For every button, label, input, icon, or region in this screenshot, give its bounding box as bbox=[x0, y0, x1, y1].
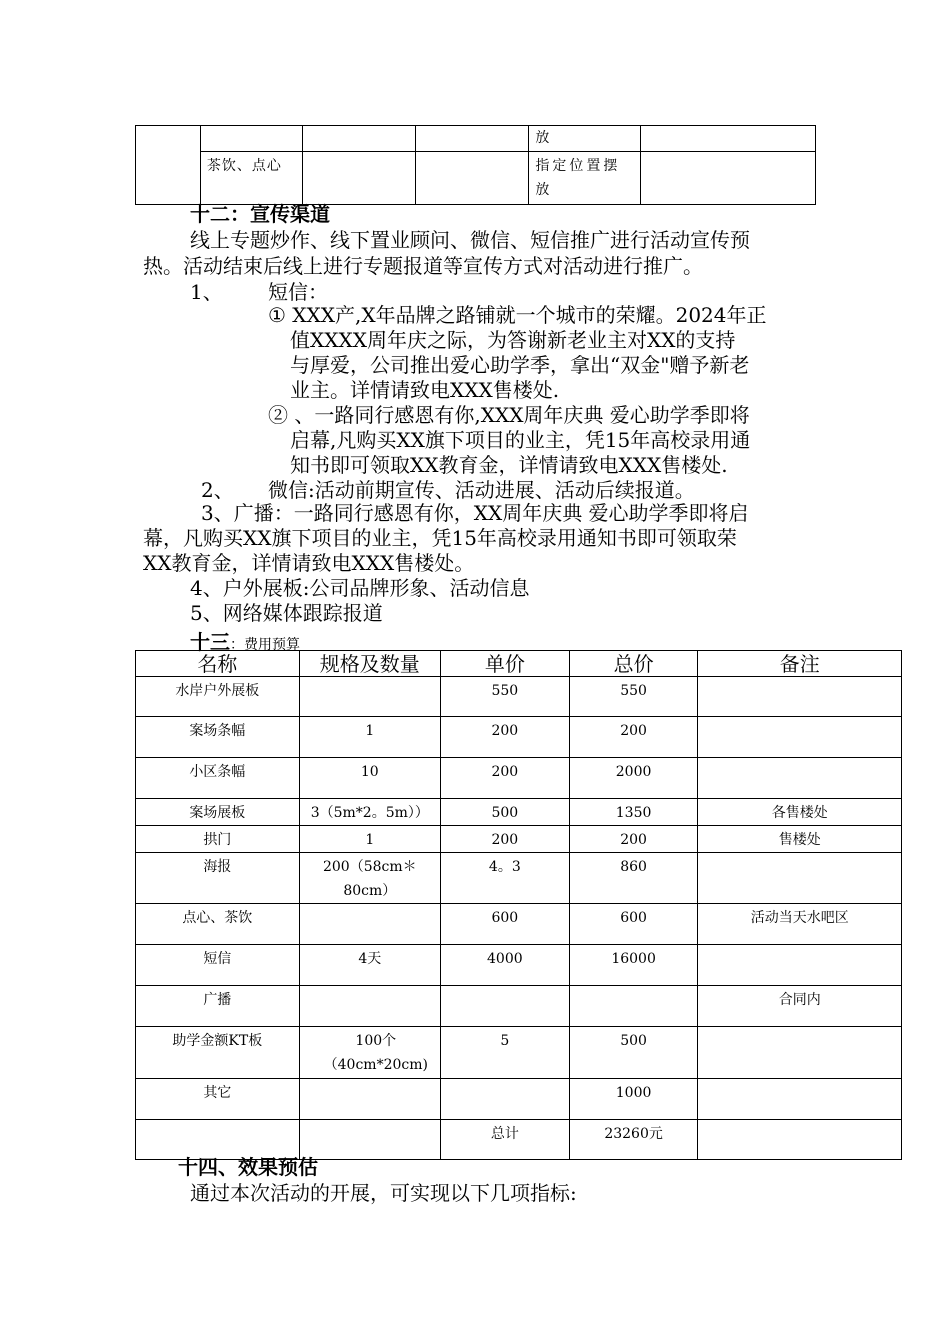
table-cell: 活动当天水吧区 bbox=[698, 904, 902, 945]
table-cell bbox=[302, 152, 415, 205]
list-number: 2、 bbox=[201, 478, 234, 502]
table-cell: 200 bbox=[569, 717, 698, 758]
table-cell: 200（58cm＊80cm） bbox=[299, 853, 440, 904]
table-cell: 海报 bbox=[136, 853, 300, 904]
table-cell: 16000 bbox=[569, 945, 698, 986]
table-cell bbox=[641, 152, 816, 205]
table-cell: 1 bbox=[299, 717, 440, 758]
table-cell: 600 bbox=[569, 904, 698, 945]
table-cell: 500 bbox=[569, 1027, 698, 1079]
table-cell: 1 bbox=[299, 826, 440, 853]
table-cell: 助学金额KT板 bbox=[136, 1027, 300, 1079]
table-cell: 10 bbox=[299, 758, 440, 799]
table-cell: 案场展板 bbox=[136, 799, 300, 826]
table-cell: 2000 bbox=[569, 758, 698, 799]
list-text: 幕，凡购买XX旗下项目的业主，凭15年高校录用通知书即可领取荣 bbox=[143, 526, 737, 550]
table-cell bbox=[698, 1079, 902, 1120]
table-cell: 总计 bbox=[440, 1120, 569, 1160]
table-cell: 短信 bbox=[136, 945, 300, 986]
table-row bbox=[136, 853, 902, 904]
table-row bbox=[136, 758, 902, 799]
table-cell: 100个（40cm*20cm) bbox=[299, 1027, 440, 1079]
table-cell bbox=[698, 758, 902, 799]
table-cell: 各售楼处 bbox=[698, 799, 902, 826]
table-cell: 拱门 bbox=[136, 826, 300, 853]
table-cell bbox=[698, 945, 902, 986]
table-cell: 水岸户外展板 bbox=[136, 677, 300, 717]
table-cell bbox=[698, 1120, 902, 1160]
table-cell: 广播 bbox=[136, 986, 300, 1027]
table-cell: 200 bbox=[440, 717, 569, 758]
table-cell: 500 bbox=[440, 799, 569, 826]
column-header: 规格及数量 bbox=[299, 651, 440, 677]
table-cell: 5 bbox=[440, 1027, 569, 1079]
table-cell bbox=[415, 152, 529, 205]
table-row bbox=[136, 1027, 902, 1079]
table-cell bbox=[698, 717, 902, 758]
paragraph: 线上专题炒作、线下置业顾问、微信、短信推广进行活动宣传预 bbox=[190, 228, 750, 252]
table-cell bbox=[299, 986, 440, 1027]
table-cell: 点心、茶饮 bbox=[136, 904, 300, 945]
table-cell bbox=[641, 126, 816, 152]
table-cell: 1000 bbox=[569, 1079, 698, 1120]
table-cell bbox=[299, 904, 440, 945]
sms-text-1: 与厚爱，公司推出爱心助学季，拿出“双金"赠予新老 bbox=[290, 353, 750, 377]
table-cell bbox=[415, 126, 529, 152]
table-cell bbox=[136, 126, 201, 205]
top-table bbox=[135, 125, 816, 205]
list-text: XX教育金，详情请致电XXX售楼处。 bbox=[143, 551, 475, 575]
table-row bbox=[136, 126, 816, 152]
table-cell bbox=[698, 677, 902, 717]
table-cell bbox=[440, 1079, 569, 1120]
section-13-title-main: 十三 bbox=[190, 630, 230, 654]
table-cell bbox=[299, 1079, 440, 1120]
paragraph: 热。活动结束后线上进行专题报道等宣传方式对活动进行推广。 bbox=[143, 254, 703, 278]
table-cell bbox=[299, 677, 440, 717]
table-row bbox=[136, 717, 902, 758]
list-label: 短信： bbox=[268, 280, 328, 304]
budget-table bbox=[135, 650, 902, 1160]
table-cell bbox=[698, 1027, 902, 1079]
section-13-title-sub: ：费用预算 bbox=[230, 637, 300, 653]
column-header: 名称 bbox=[136, 651, 300, 677]
table-cell bbox=[440, 986, 569, 1027]
table-cell: 860 bbox=[569, 853, 698, 904]
table-cell: 放 bbox=[529, 126, 641, 152]
table-row bbox=[136, 986, 902, 1027]
table-cell bbox=[698, 853, 902, 904]
sms-text-1: 业主。详情请致电XXX售楼处. bbox=[290, 378, 560, 402]
sms-text-2: 知书即可领取XX教育金，详情请致电XXX售楼处. bbox=[290, 453, 728, 477]
table-row bbox=[136, 152, 816, 205]
list-text: 4、户外展板:公司品牌形象、活动信息 bbox=[190, 576, 530, 600]
table-row bbox=[136, 945, 902, 986]
table-cell: 1350 bbox=[569, 799, 698, 826]
table-cell: 200 bbox=[440, 758, 569, 799]
table-cell: 4。3 bbox=[440, 853, 569, 904]
table-cell: 4天 bbox=[299, 945, 440, 986]
table-cell: 600 bbox=[440, 904, 569, 945]
list-text: 3、广播：一路同行感恩有你，XX周年庆典 爱心助学季即将启 bbox=[201, 501, 749, 525]
table-cell: 200 bbox=[569, 826, 698, 853]
table-cell: 售楼处 bbox=[698, 826, 902, 853]
table-row bbox=[136, 799, 902, 826]
column-header: 总价 bbox=[569, 651, 698, 677]
table-row bbox=[136, 826, 902, 853]
table-cell bbox=[569, 986, 698, 1027]
list-text: 微信:活动前期宣传、活动进展、活动后续报道。 bbox=[268, 478, 695, 502]
table-cell: 合同内 bbox=[698, 986, 902, 1027]
table-cell: 其它 bbox=[136, 1079, 300, 1120]
sms-text-1: 值XXXX周年庆之际，为答谢新老业主对XX的支持 bbox=[290, 328, 736, 352]
column-header: 单价 bbox=[440, 651, 569, 677]
table-cell: 案场条幅 bbox=[136, 717, 300, 758]
table-cell: 550 bbox=[569, 677, 698, 717]
table-cell: 4000 bbox=[440, 945, 569, 986]
table-cell bbox=[200, 126, 302, 152]
list-number: 1、 bbox=[190, 280, 223, 304]
section-14-title: 十四、效果预估 bbox=[178, 1155, 318, 1179]
list-text: 5、网络媒体跟踪报道 bbox=[190, 601, 383, 625]
paragraph: 通过本次活动的开展，可实现以下几项指标: bbox=[190, 1181, 577, 1205]
table-cell bbox=[302, 126, 415, 152]
table-cell bbox=[299, 1120, 440, 1160]
sms-text-2: 启幕,凡购买XX旗下项目的业主，凭15年高校录用通 bbox=[290, 428, 751, 452]
sms-text-1: ① XXX产,X年品牌之路铺就一个城市的荣耀。2024年正 bbox=[268, 303, 767, 327]
table-cell: 200 bbox=[440, 826, 569, 853]
table-cell: 茶饮、点心 bbox=[200, 152, 302, 205]
table-header-row bbox=[136, 651, 902, 677]
table-row bbox=[136, 677, 902, 717]
table-cell: 3（5m*2。5m）） bbox=[299, 799, 440, 826]
table-cell: 指定位置摆放 bbox=[529, 152, 641, 205]
section-12-title: 十二：宣传渠道 bbox=[190, 202, 330, 226]
column-header: 备注 bbox=[698, 651, 902, 677]
table-row bbox=[136, 1079, 902, 1120]
sms-text-2: ② 、一路同行感恩有你,XXX周年庆典 爱心助学季即将 bbox=[268, 403, 750, 427]
table-row bbox=[136, 904, 902, 945]
table-cell: 小区条幅 bbox=[136, 758, 300, 799]
table-cell: 550 bbox=[440, 677, 569, 717]
table-cell: 23260元 bbox=[569, 1120, 698, 1160]
